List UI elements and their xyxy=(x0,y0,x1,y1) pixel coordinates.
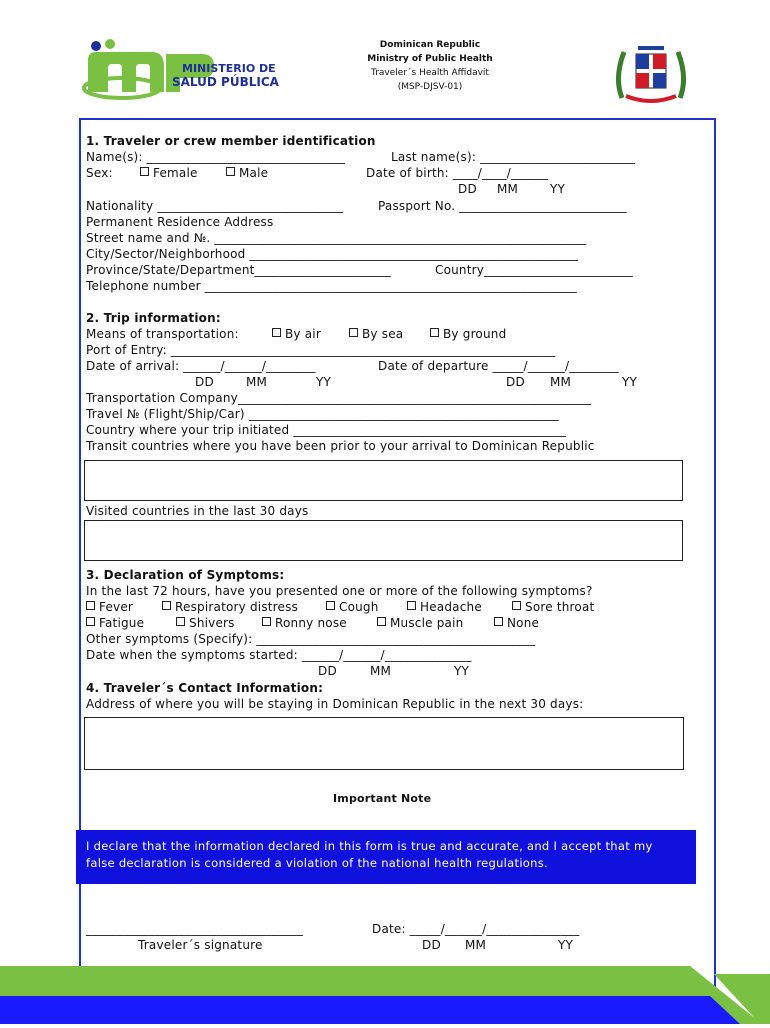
none-checkbox[interactable] xyxy=(494,616,539,630)
checkbox-icon xyxy=(407,601,416,610)
headache-checkbox[interactable] xyxy=(407,600,482,614)
passport-field[interactable]: Passport No. ___________________________ xyxy=(378,199,627,213)
arrival-yy: YY xyxy=(316,375,332,389)
dob-field[interactable]: Date of birth: ____/____/______ xyxy=(366,166,549,180)
checkbox-icon xyxy=(430,328,439,337)
arrival-mm: MM xyxy=(246,375,268,389)
muscle-pain-checkbox[interactable] xyxy=(377,616,463,630)
checkbox-icon xyxy=(512,601,521,610)
checkbox-icon xyxy=(162,601,171,610)
checkbox-icon xyxy=(349,328,358,337)
header-form-code: (MSP-DJSV-01) xyxy=(397,82,463,92)
city-field[interactable]: City/Sector/Neighborhood _____________________________________________________ xyxy=(86,247,579,261)
male-label: Male xyxy=(239,166,269,180)
country-field[interactable]: Country________________________ xyxy=(435,263,633,277)
checkbox-icon xyxy=(86,601,95,610)
header-ministry: Ministry of Public Health xyxy=(367,54,493,64)
means-label: Means of transportation: xyxy=(86,327,239,341)
visited-label: Visited countries in the last 30 days xyxy=(86,504,309,518)
dob-yy: YY xyxy=(550,182,566,196)
none-label: None xyxy=(507,616,540,630)
company-field[interactable]: Transportation Company_________________________________________________________ xyxy=(86,391,592,405)
coat-of-arms-icon xyxy=(612,38,690,106)
fatigue-checkbox[interactable] xyxy=(86,616,144,630)
signature-yy: YY xyxy=(558,938,574,952)
msp-logo xyxy=(82,36,282,106)
departure-field[interactable]: Date of departure _____/______/________ xyxy=(378,359,619,373)
runny-nose-checkbox[interactable] xyxy=(262,616,347,630)
header-country: Dominican Republic xyxy=(379,40,481,50)
by-ground-label: By ground xyxy=(443,327,507,341)
shivers-label: Shivers xyxy=(189,616,235,630)
by-sea-label: By sea xyxy=(362,327,404,341)
cough-label: Cough xyxy=(339,600,379,614)
shivers-checkbox[interactable] xyxy=(176,616,235,630)
checkbox-icon xyxy=(176,617,185,626)
logo-line1: MINISTERIO DE xyxy=(182,62,276,75)
by-ground-checkbox[interactable] xyxy=(430,327,506,341)
header-form-title: Traveler´s Health Affidavit xyxy=(371,68,489,78)
port-field[interactable]: Port of Entry: ______________________________________________________________ xyxy=(86,343,556,357)
residence-label: Permanent Residence Address xyxy=(86,215,274,229)
sore-throat-label: Sore throat xyxy=(525,600,595,614)
by-air-checkbox[interactable] xyxy=(272,327,321,341)
male-checkbox[interactable] xyxy=(226,166,268,180)
fever-label: Fever xyxy=(99,600,134,614)
by-sea-checkbox[interactable] xyxy=(349,327,403,341)
travel-number-field[interactable]: Travel № (Flight/Ship/Car) __________________________________________________ xyxy=(86,407,559,421)
street-field[interactable]: Street name and №. ____________________________________________________________ xyxy=(86,231,587,245)
dob-mm: MM xyxy=(497,182,519,196)
other-symptoms-field[interactable]: Other symptoms (Specify): _____________________________________________ xyxy=(86,632,536,646)
signature-line[interactable]: ___________________________________ xyxy=(86,922,303,936)
fever-checkbox[interactable] xyxy=(86,600,133,614)
visited-countries-box[interactable] xyxy=(84,520,683,561)
symptoms-date-field[interactable]: Date when the symptoms started: ______/______/______________ xyxy=(86,648,472,662)
dob-dd: DD xyxy=(458,182,477,196)
respiratory-checkbox[interactable] xyxy=(162,600,298,614)
names-field[interactable]: Name(s): ________________________________ xyxy=(86,150,346,164)
signature-label: Traveler´s signature xyxy=(138,938,263,952)
cough-checkbox[interactable] xyxy=(326,600,379,614)
declaration-line1: I declare that the information declared in this form is true and accurate, and I accept that my xyxy=(86,839,653,853)
symptoms-dd: DD xyxy=(318,664,337,678)
symptoms-question: In the last 72 hours, have you presented one or more of the following symptoms? xyxy=(86,584,593,598)
signature-dd: DD xyxy=(422,938,441,952)
checkbox-icon xyxy=(140,167,149,176)
female-label: Female xyxy=(153,166,198,180)
telephone-field[interactable]: Telephone number ____________________________________________________________ xyxy=(86,279,577,293)
important-note-title: Important Note xyxy=(333,792,432,805)
departure-yy: YY xyxy=(622,375,638,389)
nationality-field[interactable]: Nationality ______________________________ xyxy=(86,199,344,213)
declaration-note xyxy=(76,830,696,884)
symptoms-yy: YY xyxy=(454,664,470,678)
departure-dd: DD xyxy=(506,375,525,389)
sore-throat-checkbox[interactable] xyxy=(512,600,594,614)
headache-label: Headache xyxy=(420,600,482,614)
section2-title: 2. Trip information: xyxy=(86,311,221,325)
checkbox-icon xyxy=(494,617,503,626)
stay-address-box[interactable] xyxy=(84,717,684,770)
checkbox-icon xyxy=(272,328,281,337)
sex-label: Sex: xyxy=(86,166,113,180)
arrival-dd: DD xyxy=(195,375,214,389)
section1-title: 1. Traveler or crew member identification xyxy=(86,134,376,148)
signature-mm: MM xyxy=(465,938,487,952)
section3-title: 3. Declaration of Symptoms: xyxy=(86,568,285,582)
runny-nose-label: Ronny nose xyxy=(275,616,347,630)
declaration-line2: false declaration is considered a violation of the national health regulations. xyxy=(86,856,548,870)
stay-address-label: Address of where you will be staying in Dominican Republic in the next 30 days: xyxy=(86,697,584,711)
last-names-field[interactable]: Last name(s): _________________________ xyxy=(391,150,636,164)
checkbox-icon xyxy=(262,617,271,626)
muscle-pain-label: Muscle pain xyxy=(390,616,464,630)
symptoms-mm: MM xyxy=(370,664,392,678)
trip-initiated-field[interactable]: Country where your trip initiated ____________________________________________ xyxy=(86,423,567,437)
female-checkbox[interactable] xyxy=(140,166,198,180)
transit-countries-box[interactable] xyxy=(84,460,683,501)
fatigue-label: Fatigue xyxy=(99,616,145,630)
respiratory-label: Respiratory distress xyxy=(175,600,299,614)
checkbox-icon xyxy=(86,617,95,626)
arrival-field[interactable]: Date of arrival: ______/______/________ xyxy=(86,359,316,373)
checkbox-icon xyxy=(326,601,335,610)
logo-line2: SALUD PÚBLICA xyxy=(172,75,279,89)
departure-mm: MM xyxy=(550,375,572,389)
checkbox-icon xyxy=(226,167,235,176)
by-air-label: By air xyxy=(285,327,321,341)
section4-title: 4. Traveler´s Contact Information: xyxy=(86,681,324,695)
checkbox-icon xyxy=(377,617,386,626)
signature-date-field[interactable]: Date: _____/______/_______________ xyxy=(372,922,580,936)
footer-band xyxy=(0,966,770,1024)
transit-label: Transit countries where you have been prior to your arrival to Dominican Republic xyxy=(86,439,595,453)
province-field[interactable]: Province/State/Department______________________ xyxy=(86,263,391,277)
